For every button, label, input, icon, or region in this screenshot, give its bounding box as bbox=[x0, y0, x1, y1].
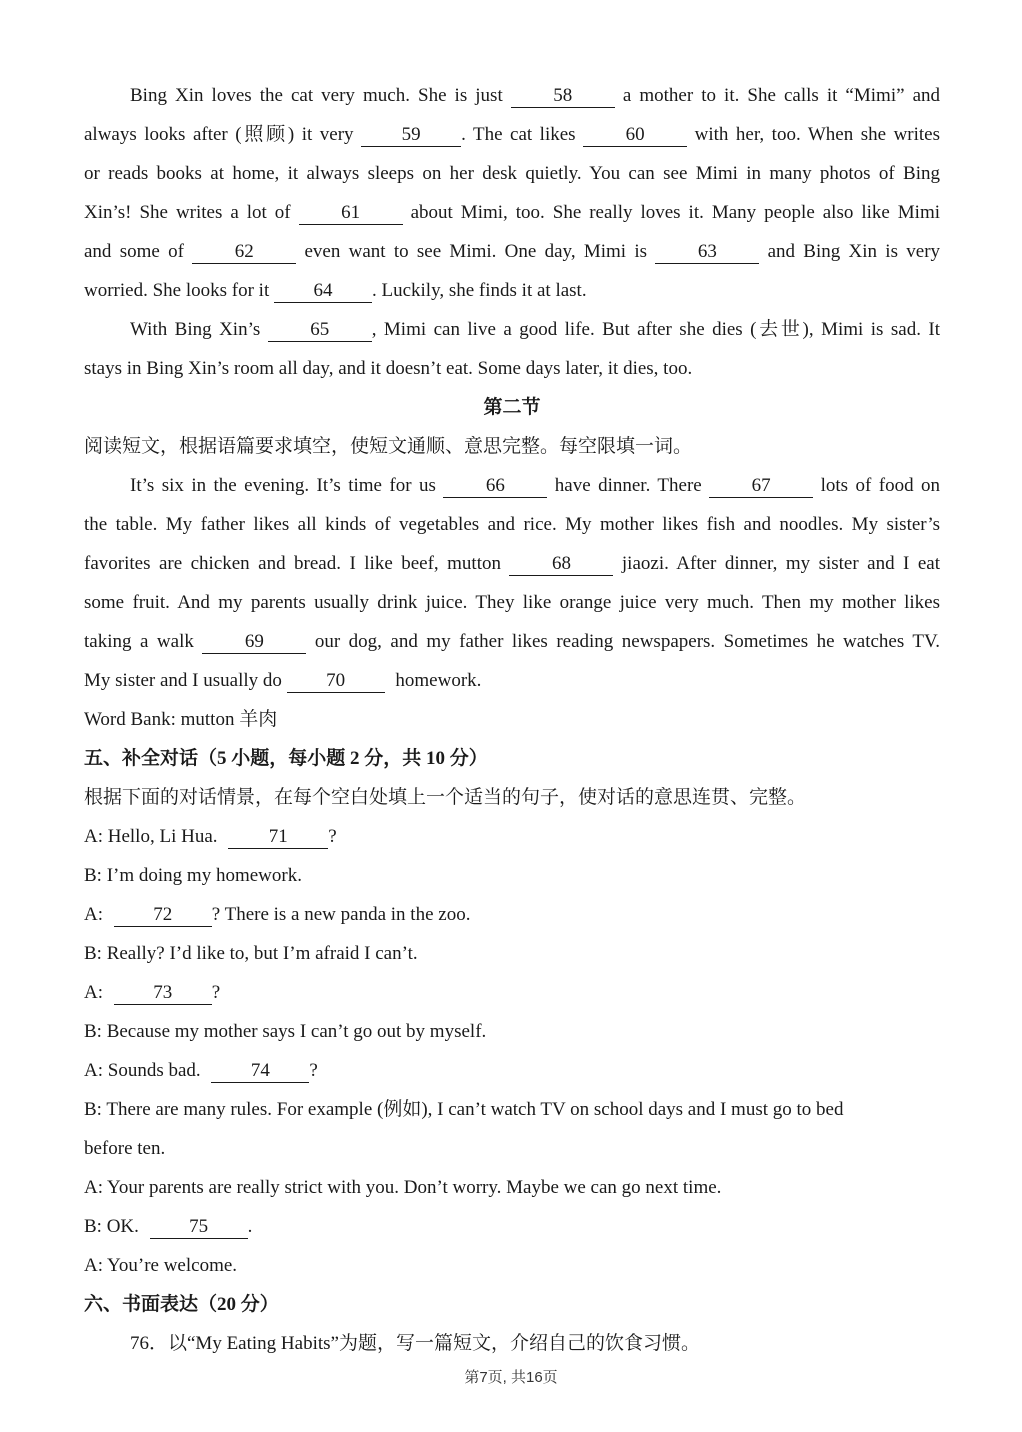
text: . The cat likes bbox=[461, 124, 576, 145]
passage2-line-2 bbox=[84, 505, 940, 544]
passage1-line-7 bbox=[130, 310, 940, 349]
blank-58[interactable]: 58 bbox=[511, 85, 615, 108]
passage1-line-6 bbox=[84, 271, 940, 310]
word-bank: Word Bank: mutton 羊肉 bbox=[84, 709, 278, 730]
text: , Mimi can live a good life. But after she dies (去世), Mimi is sad. It bbox=[371, 319, 941, 340]
text: and some of bbox=[84, 241, 184, 262]
text: A: Sounds bad. bbox=[84, 1060, 201, 1081]
text: or reads books at home, it always sleeps on her desk quietly. You can see Mimi in many photos of Bing bbox=[84, 163, 940, 184]
dialogue-line-8: B: There are many rules. For example (例如), I can’t watch TV on school days and I must go to bed bbox=[84, 1099, 844, 1120]
text: our dog, and my father likes reading newspapers. Sometimes he watches TV. bbox=[314, 631, 941, 652]
text: about Mimi, too. She really loves it. Many people also like Mimi bbox=[410, 202, 941, 223]
text: have dinner. There bbox=[554, 475, 702, 496]
dialogue-line-6: B: Because my mother says I can’t go out by myself. bbox=[84, 1021, 487, 1042]
blank-63[interactable]: 63 bbox=[655, 241, 759, 264]
text: homework. bbox=[395, 670, 482, 691]
text: Bing Xin loves the cat very much. She is just bbox=[130, 85, 503, 106]
text: ? bbox=[309, 1060, 318, 1081]
passage1-line-3 bbox=[84, 154, 940, 193]
dialogue-line-10: A: Your parents are really strict with you. Don’t worry. Maybe we can go next time. bbox=[84, 1177, 722, 1198]
text: My sister and I usually do bbox=[84, 670, 282, 691]
text: jiaozi. After dinner, my sister and I eat bbox=[621, 553, 940, 574]
dialogue-line-2: B: I’m doing my homework. bbox=[84, 865, 302, 886]
page-number: 第7页, 共16页 bbox=[464, 1369, 558, 1386]
text: favorites are chicken and bread. I like beef, mutton bbox=[84, 553, 501, 574]
blank-74[interactable]: 74 bbox=[211, 1060, 309, 1083]
text: always looks after (照顾) it very bbox=[84, 124, 354, 145]
text: the table. My father likes all kinds of vegetables and rice. My mother likes fish and noodles. My sister’s bbox=[84, 514, 940, 535]
text: worried. She looks for it bbox=[84, 280, 270, 301]
section2-title: 第二节 bbox=[483, 397, 541, 418]
text: A: bbox=[84, 982, 103, 1003]
blank-66[interactable]: 66 bbox=[443, 475, 547, 498]
passage1-line-4 bbox=[84, 193, 940, 232]
text: ? bbox=[328, 826, 337, 847]
section2-instruction: 阅读短文，根据语篇要求填空，使短文通顺、意思完整。每空限填一词。 bbox=[84, 436, 693, 457]
section6-title: 六、书面表达（20 分） bbox=[84, 1294, 279, 1315]
passage1-line-2 bbox=[84, 115, 940, 154]
blank-75[interactable]: 75 bbox=[150, 1216, 248, 1239]
blank-67[interactable]: 67 bbox=[709, 475, 813, 498]
dialogue-line-9: before ten. bbox=[84, 1138, 166, 1159]
passage2-line-1 bbox=[130, 466, 940, 505]
blank-61[interactable]: 61 bbox=[299, 202, 403, 225]
passage2-line-5 bbox=[84, 622, 940, 661]
text: It’s six in the evening. It’s time for us bbox=[130, 475, 436, 496]
text: taking a walk bbox=[84, 631, 194, 652]
passage1-line-8 bbox=[84, 349, 940, 388]
text: With Bing Xin’s bbox=[130, 319, 261, 340]
dialogue-line-3 bbox=[84, 895, 940, 934]
section5-title: 五、补全对话（5 小题，每小题 2 分，共 10 分） bbox=[84, 748, 488, 769]
dialogue-line-5 bbox=[84, 973, 940, 1012]
blank-73[interactable]: 73 bbox=[114, 982, 212, 1005]
question-76: 76．以“My Eating Habits”为题，写一篇短文，介绍自己的饮食习惯。 bbox=[130, 1333, 700, 1354]
blank-65[interactable]: 65 bbox=[268, 319, 372, 342]
text: with her, too. When she writes bbox=[694, 124, 941, 145]
dialogue-line-1 bbox=[84, 817, 940, 856]
text: . bbox=[247, 1216, 253, 1237]
text: B: OK. bbox=[84, 1216, 139, 1237]
passage2-line-3 bbox=[84, 544, 940, 583]
passage2-line-6 bbox=[84, 661, 940, 700]
dialogue-line-12: A: You’re welcome. bbox=[84, 1255, 238, 1276]
blank-72[interactable]: 72 bbox=[114, 904, 212, 927]
text: and Bing Xin is very bbox=[767, 241, 941, 262]
passage1-line-1 bbox=[130, 76, 940, 115]
blank-69[interactable]: 69 bbox=[202, 631, 306, 654]
text: a mother to it. She calls it “Mimi” and bbox=[622, 85, 941, 106]
blank-60[interactable]: 60 bbox=[583, 124, 687, 147]
blank-71[interactable]: 71 bbox=[228, 826, 328, 849]
blank-59[interactable]: 59 bbox=[361, 124, 461, 147]
dialogue-line-11 bbox=[84, 1207, 940, 1246]
section5-instruction: 根据下面的对话情景，在每个空白处填上一个适当的句子，使对话的意思连贯、完整。 bbox=[84, 787, 807, 808]
text: Xin’s! She writes a lot of bbox=[84, 202, 291, 223]
passage2-line-4 bbox=[84, 583, 940, 622]
text: even want to see Mimi. One day, Mimi is bbox=[304, 241, 648, 262]
passage1-line-5 bbox=[84, 232, 940, 271]
dialogue-line-7 bbox=[84, 1051, 940, 1090]
blank-68[interactable]: 68 bbox=[509, 553, 613, 576]
text: some fruit. And my parents usually drink juice. They like orange juice very much. Then my mother likes bbox=[84, 592, 940, 613]
blank-64[interactable]: 64 bbox=[274, 280, 372, 303]
blank-70[interactable]: 70 bbox=[287, 670, 385, 693]
text: ? There is a new panda in the zoo. bbox=[211, 904, 471, 925]
blank-62[interactable]: 62 bbox=[192, 241, 296, 264]
text: A: Hello, Li Hua. bbox=[84, 826, 218, 847]
text: . Luckily, she finds it at last. bbox=[371, 280, 587, 301]
text: stays in Bing Xin’s room all day, and it doesn’t eat. Some days later, it dies, too. bbox=[84, 358, 693, 379]
text: ? bbox=[211, 982, 221, 1003]
text: lots of food on bbox=[820, 475, 941, 496]
text: A: bbox=[84, 904, 103, 925]
dialogue-line-4: B: Really? I’d like to, but I’m afraid I can’t. bbox=[84, 943, 418, 964]
